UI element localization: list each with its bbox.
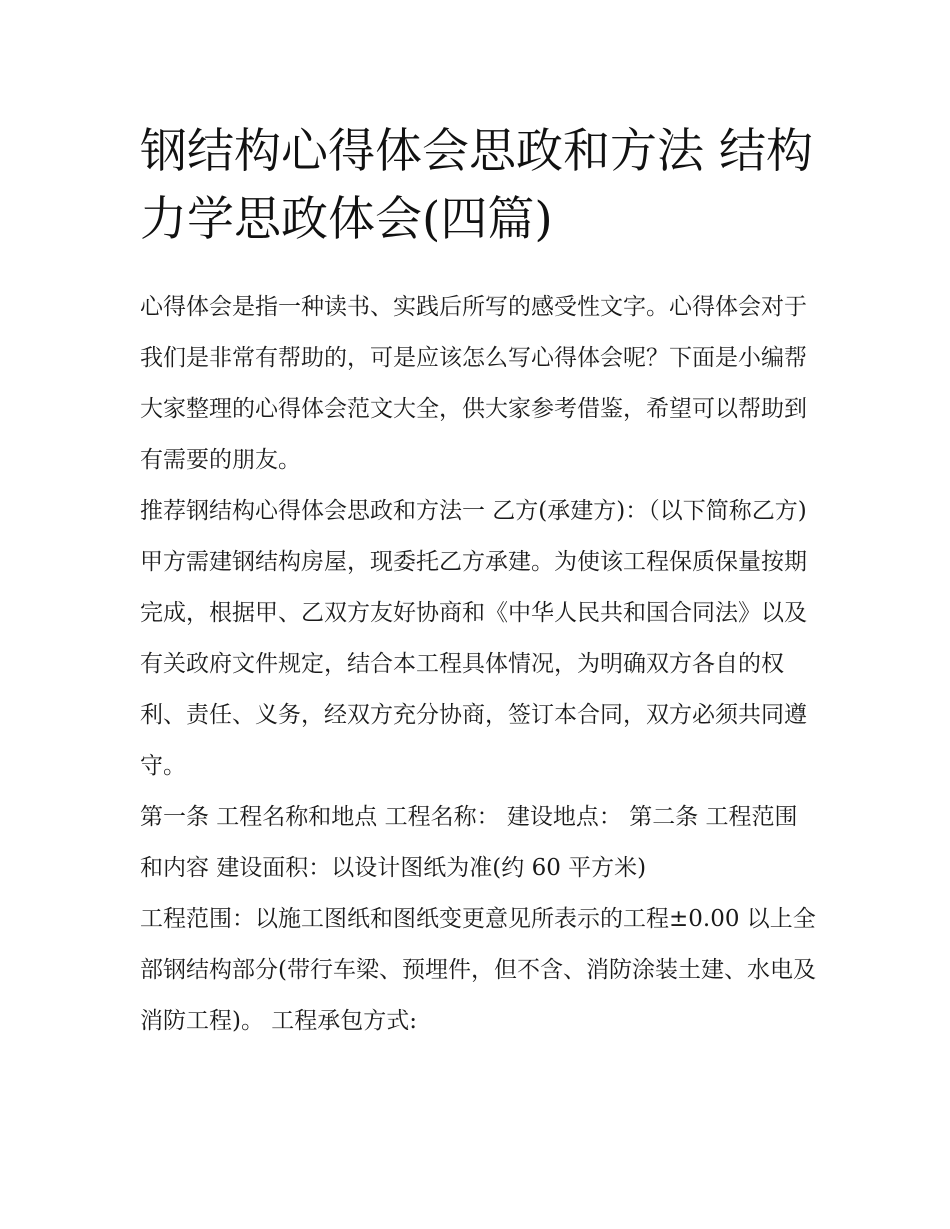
paragraph-articles: 第一条 工程名称和地点 工程名称： 建设地点： 第二条 工程范围和内容 建设面积：以设计图纸为准(约 60 平方米) [140, 804, 798, 881]
paragraph-intro: 心得体会是指一种读书、实践后所写的感受性文字。心得体会对于我们是非常有帮助的，可是应该怎么写心得体会呢？下面是小编帮大家整理的心得体会范文大全，供大家参考借鉴，希望可以帮助到有需要的朋友。 [140, 294, 807, 473]
paragraph-recommend: 推荐钢结构心得体会思政和方法一 乙方(承建方)：（以下简称乙方) [140, 498, 807, 524]
paragraph-contract-purpose: 甲方需建钢结构房屋，现委托乙方承建。为使该工程保质保量按期完成，根据甲、乙双方友好协商和《中华人民共和国合同法》以及有关政府文件规定，结合本工程具体情况，为明确双方各自的权利、责任、义务，经双方充分协商，签订本合同，双方必须共同遵守。 [140, 549, 807, 779]
paragraph-scope: 工程范围：以施工图纸和图纸变更意见所表示的工程±0.00 以上全部钢结构部分(带行车梁、预埋件，但不含、消防涂装土建、水电及消防工程)。 工程承包方式: [140, 906, 816, 1034]
document-body [140, 282, 820, 1047]
document-title: 钢结构心得体会思政和方法 结构力学思政体会(四篇) [140, 124, 813, 247]
